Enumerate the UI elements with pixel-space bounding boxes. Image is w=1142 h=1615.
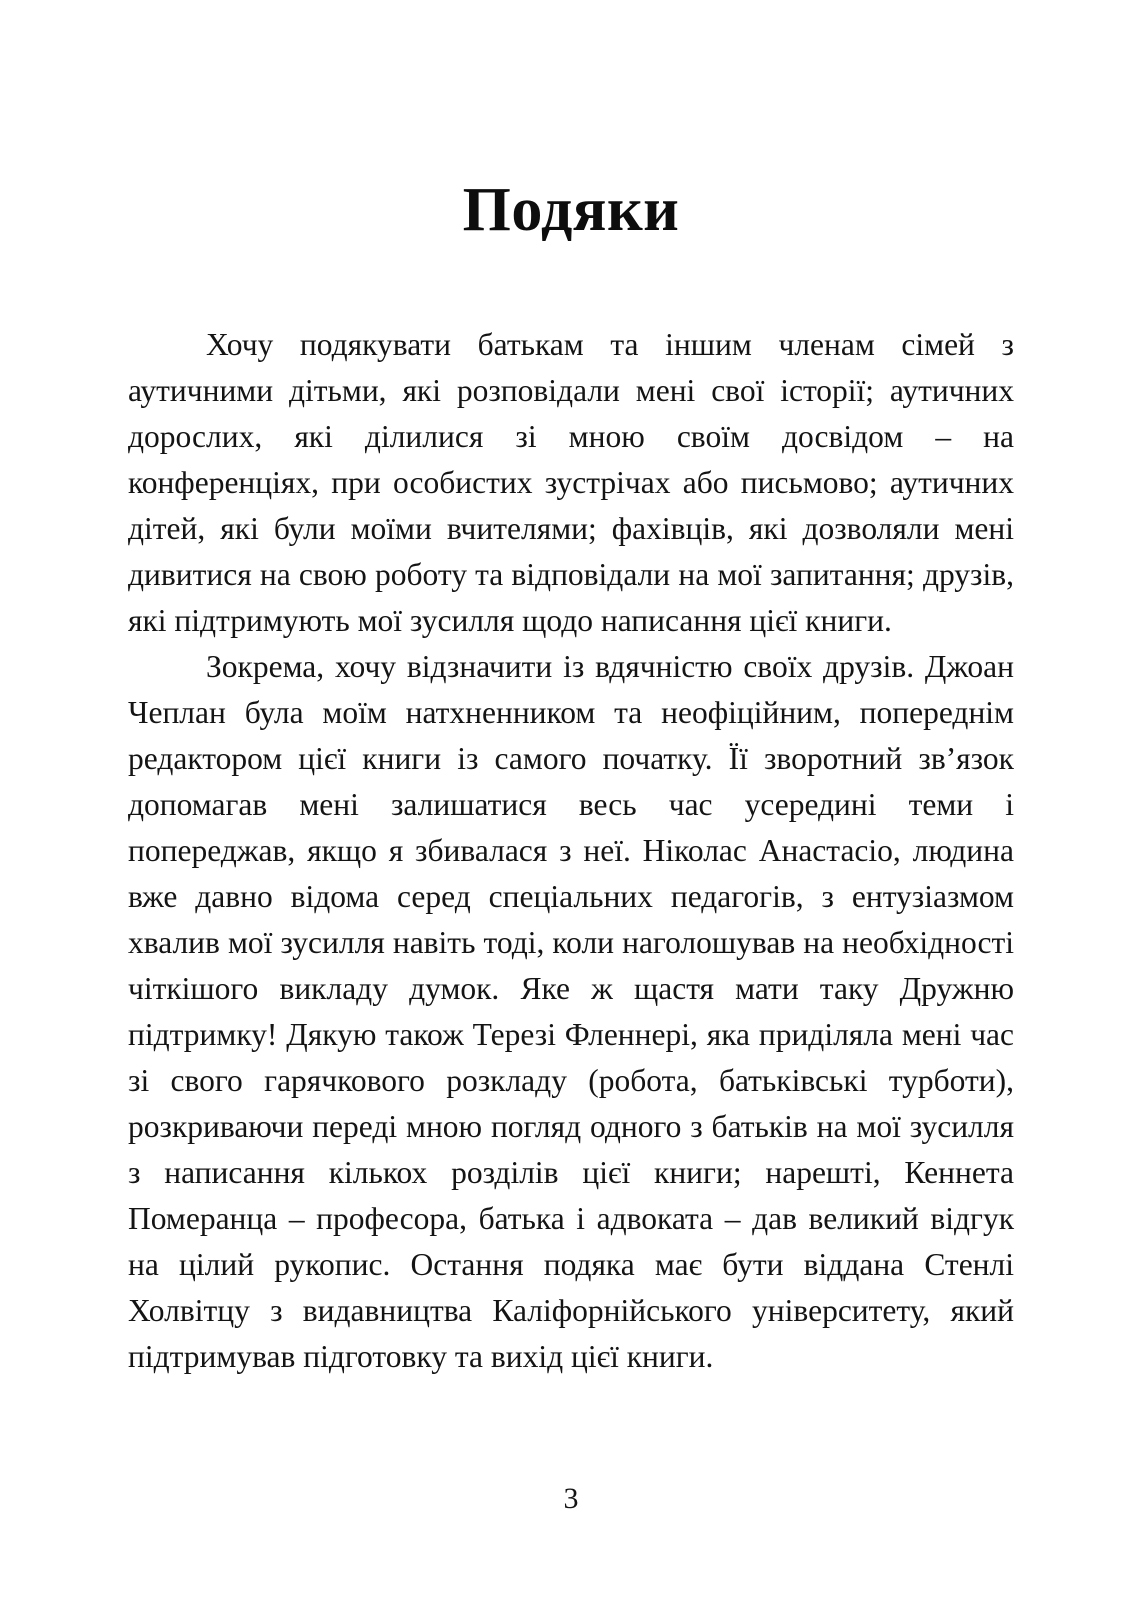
paragraph: Хочу подякувати батькам та іншим членам сімей з аутичними дітьми, які розповідали мені свої історії; аутичних дорослих, які ділилися зі мною своїм досвідом – на конференціях, при особистих зустрічах або письмово; аутичних дітей, які були моїми вчителями; фахівців, які дозволяли мені дивитися на свою роботу та відповідали на мої запитання; друзів, які підтримують мої зусилля щодо написання цієї книги. (128, 327, 1014, 638)
page-number: 3 (563, 1482, 579, 1515)
body-text-column (128, 322, 1014, 1380)
page-title: Подяки (462, 175, 680, 244)
paragraph: Зокрема, хочу відзначити із вдячністю своїх друзів. Джоан Чеплан була моїм натхненником та неофіційним, попереднім редактором цієї книги із самого початку. Її зворотний зв’язок допомагав мені залишатися весь час усередині теми і попереджав, якщо я збивалася з неї. Ніколас Анастасіо, людина вже давно відома серед спеціальних педагогів, з ентузіазмом хвалив мої зусилля навіть тоді, коли наголошував на необхідності чіткішого викладу думок. Яке ж щастя мати таку Дружню підтримку! Дякую також Терезі Фленнері, яка приділяла мені час зі свого гарячкового розкладу (робота, батьківські турботи), розкриваючи переді мною погляд одного з батьків на мої зусилля з написання кількох розділів цієї книги; нарешті, Кеннета Померанца – професора, батька і адвоката – дав великий відгук на цілий рукопис. Остання подяка має бути віддана Стенлі Холвітцу з видавництва Каліфорнійського університету, який підтримував підготовку та вихід цієї книги. (128, 649, 1014, 1374)
